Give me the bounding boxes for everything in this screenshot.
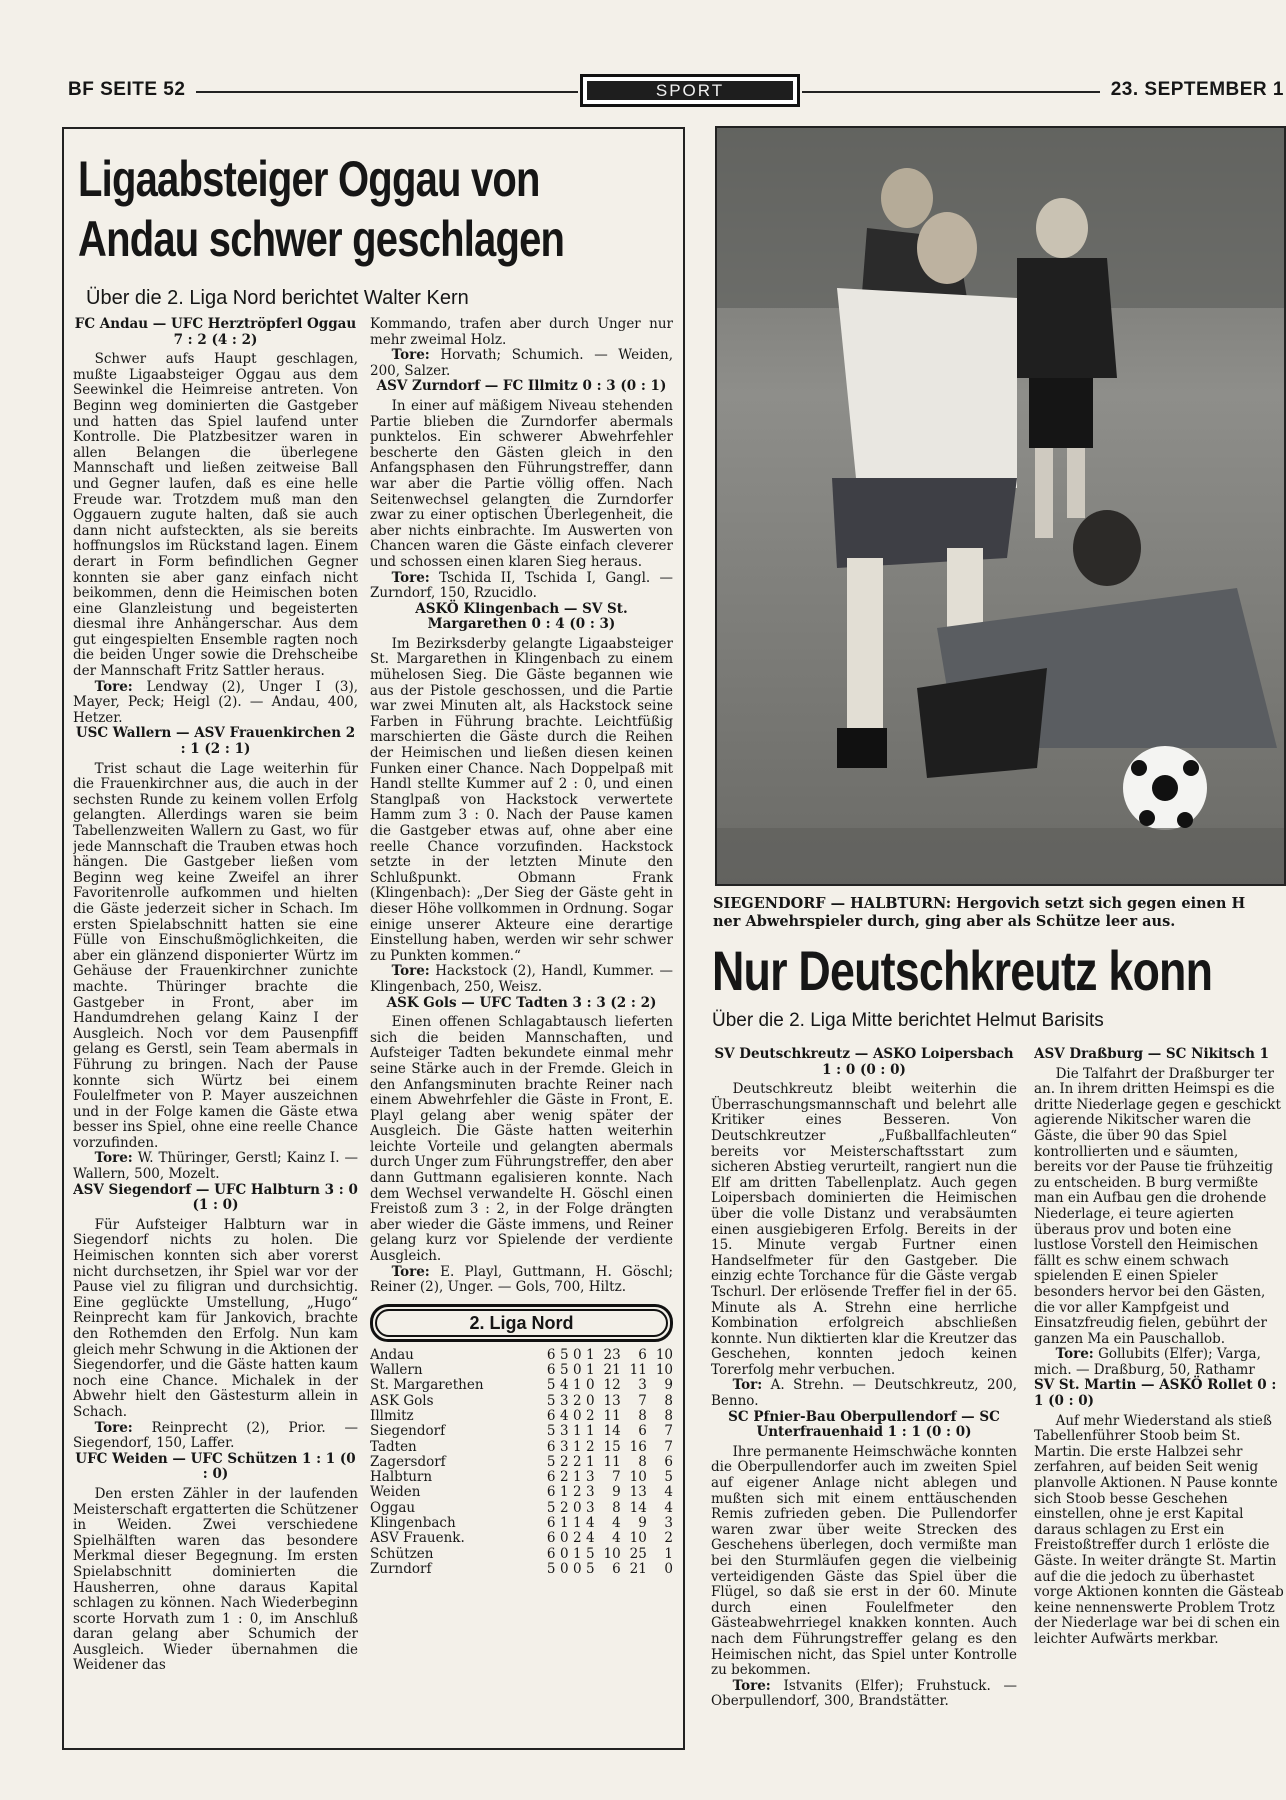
scorers-line xyxy=(73,680,358,727)
table-value-cell: 1 xyxy=(559,1515,569,1532)
scorers-line xyxy=(370,1265,673,1296)
table-value-cell: 14 xyxy=(629,1499,647,1516)
table-value-cell: 4 xyxy=(586,1515,595,1532)
table-value-cell: 2 xyxy=(573,1530,582,1547)
table-team-cell: Tadten xyxy=(370,1438,417,1455)
table-row xyxy=(370,1363,673,1378)
table-value-cell: 1 xyxy=(586,1362,595,1379)
table-value-cell: 0 xyxy=(586,1392,595,1409)
table-team-cell: Siegendorf xyxy=(370,1423,446,1440)
table-value-cell: 5 xyxy=(546,1377,556,1394)
table-value-cell: 0 xyxy=(559,1530,569,1547)
table-value-cell: 9 xyxy=(664,1377,673,1394)
table-value-cell: 8 xyxy=(664,1408,673,1424)
table-value-cell: 2 xyxy=(586,1408,595,1424)
table-value-cell: 6 xyxy=(546,1545,556,1562)
table-team-cell: St. Margarethen xyxy=(370,1377,484,1394)
table-value-cell: 1 xyxy=(573,1423,582,1440)
table-value-cell: 15 xyxy=(603,1438,621,1455)
table-value-cell: 6 xyxy=(546,1530,556,1547)
scorers-text: Gollubits (Elfer); Varga, mich. — Draßburg, 50, Rathamr xyxy=(1034,1346,1261,1378)
league-table-header xyxy=(370,1304,673,1342)
table-team-cell: Weiden xyxy=(370,1484,421,1501)
match-text: Auf mehr Wiederstand als stieß Tabellenführer Stoob beim St. Martin. Die erste Halbzei sehr zerfahren, auf beiden Seit wenig planvolle Aktionen. N Pause konnte sich Stoob besse Geschehen einstellen, ohne je erst Kapital daraus schlagen zu Erst ein Freistoßtreffer durch 1 erlöste die Gäste. In weiter drängte St. Martin auf die die jedoch zu überhastet vorge Aktionen konnten die Gästeab keine nennenswerte Problem Trotz der Niederlage war bei di schen ein leichter Aufwärts merkbar. xyxy=(1034,1412,1284,1647)
match-text: Ihre permanente Heimschwäche konnten die Oberpullendorfer auch im zweiten Spiel auf eigener Anlage nicht ablegen und mußten sich mit einem enttäuschenden Remis zufrieden geben. Die Pullendorfer waren zwar über weite Strecken des Geschehens überlegen, doch vermißte man bei den Sturmläufen gegen die vielbeinig verteidigenden Gäste das Spiel über die Flügel, so daß sie erst in der 60. Minute durch einen Foulelfmeter den Gästeabwehrriegel knakken konnten. Auch nach dem Führungstreffer gelang es den Heimischen nicht, das Spiel unter Kontrolle zu bekommen. xyxy=(711,1443,1017,1679)
match-text: Im Bezirksderby gelangte Ligaabsteiger St. Margarethen in Klingenbach zu einem mühelosen Sieg. Die Gäste begannen wie aus der Pistole geschossen, und die Partie war zwei Minuten alt, als Hackstock seine Farben in Führung brachte. Leichtfüßig marschierten die Gäste durch die Reihen der Heimischen und ließen diesen keinen Funken einer Chance. Nach Doppelpaß mit Handl stellte Kummer auf 2 : 0, und einen Stanglpaß von Hackstock verwertete Hamm zum 3 : 0. Nach der Pause kamen die Gastgeber etwas auf, ohne aber eine reelle Chance vorzufinden. Hackstock setzte in der letzten Minute den Schlußpunkt. Obmann Frank (Klingenbach): „Der Sieg der Gäste geht in dieser Höhe vollkommen in Ordnung. Sogar einige unserer Akteure eine derartige Einstellung haben, werden wir sehr schwer zu Punkten kommen.“ xyxy=(370,635,673,964)
table-value-cell: 1 xyxy=(559,1484,569,1501)
table-value-cell: 10 xyxy=(655,1362,673,1379)
scorers-label: Tore: xyxy=(94,1150,133,1167)
table-value-cell: 1 xyxy=(573,1377,582,1394)
scorers-text: A. Strehn. — Deutschkreutz, 200, Benno. xyxy=(711,1377,1017,1410)
table-value-cell: 13 xyxy=(603,1392,621,1409)
article-headline xyxy=(78,149,565,269)
match-text: Den ersten Zähler in der laufenden Meisterschaft ergatterten die Schützener in Weiden. Zwei verschiedene Spielhälften waren das besondere Merkmal dieser Begegnung. Im ersten Spielabschnitt dominierten die Hausherren, ohne daraus Kapital schlagen zu können. Nach Wiederbeginn scorte Horvath zum 1 : 0, im Anschluß daran gelang aber Schumich der Ausgleich. Wieder übernahmen die Weidener das xyxy=(73,1485,358,1674)
match-text: Deutschkreutz bleibt weiterhin die Überraschungsmannschaft und belehrt alle Kritiker eines Besseren. Von Deutschkreutzer „Fußballfachleuten“ bereits vor Meisterschaftsstart zum sicheren Abstieg verurteilt, rangiert nun die Elf am dritten Tabellenplatz. Auch gegen Loipersbach dominierten die Heimischen über die volle Distanz und verabsäumten einen ausgiebigeren Erfolg. Bereits in der 15. Minute vergab Furtner einen Handselfmeter für den Gastgeber. Die einzig echte Torchance für die Gäste vergab Tschurl. Der erlösende Treffer fiel in der 65. Minute als A. Strehn eine herrliche Kombination erfolgreich abschließen konnte. Nun diktierten klar die Kreutzer das Geschehen, konnten jedoch keinen Torerfolg mehr verbuchen. xyxy=(711,1081,1017,1378)
page-label: BF SEITE 52 xyxy=(68,79,186,100)
match-text: Kommando, trafen aber durch Unger nur mehr zweimal Holz. xyxy=(370,317,673,348)
table-value-cell: 5 xyxy=(546,1560,556,1577)
table-value-cell: 0 xyxy=(559,1560,569,1577)
match-report xyxy=(370,379,673,601)
scorers-label: Tore: xyxy=(94,678,133,695)
table-value-cell: 6 xyxy=(546,1438,556,1455)
table-team-cell: ASK Gols xyxy=(370,1392,434,1409)
table-value-cell: 10 xyxy=(629,1530,647,1547)
table-value-cell: 23 xyxy=(603,1346,621,1363)
scorers-label: Tore: xyxy=(391,347,430,364)
table-value-cell: 4 xyxy=(664,1499,673,1516)
match-heading: ASV Draßburg — SC Nikitsch 1 xyxy=(1034,1047,1270,1062)
match-heading: SV St. Martin — ASKÖ Rollet 0 : 1 (0 : 0) xyxy=(1034,1377,1277,1410)
table-value-cell: 8 xyxy=(664,1392,673,1409)
photo-caption-line-1: SIEGENDORF — HALBTURN: Hergovich setzt sich gegen einen H xyxy=(713,895,1246,912)
table-value-cell: 1 xyxy=(573,1545,582,1562)
scorers-line xyxy=(370,348,673,379)
scorers-text: Tschida II, Tschida I, Gangl. — Zurndorf, 150, Rzucidlo. xyxy=(370,569,673,602)
table-value-cell: 10 xyxy=(629,1469,647,1486)
table-value-cell: 6 xyxy=(546,1346,556,1363)
scorers-line xyxy=(711,1378,1017,1409)
match-text: Trist schaut die Lage weiterhin für die Frauenkirchner aus, die auch in der sechsten Runde zu keinem vollen Erfolg gelangten. Allerdings waren sie beim Tabellenzweiten Wallern zu Gast, wo für jede Mannschaft die Trauben etwas hoch hängen. Die Gastgeber ließen vom Beginn weg keine Zweifel an ihrer Favoritenrolle aufkommen und hielten die Gäste jederzeit sicher in Schach. Im ersten Spielabschnitt hatten sie eine Fülle von Einschußmöglichkeiten, die aber ein glänzend disponierter Würtz im Gehäuse der Frauenkirchner zunichte machte. Thüringer brachte die Gastgeber in Front, aber im Handumdrehen gelang Kainz I der Ausgleich. Noch vor dem Pausenpfiff gelang es Gerstl, sein Team abermals in Führung zu bringen. Nach der Pause konnte sich Würtz bei einem Foulelfmeter von P. Mayer auszeichnen und in der Folge kamen die Gäste etwa besser ins Spiel, ohne eine reelle Chance vorzufinden. xyxy=(73,760,358,1151)
table-row xyxy=(370,1424,673,1439)
match-report xyxy=(73,1183,358,1452)
scorers-line xyxy=(73,1421,358,1452)
table-value-cell: 0 xyxy=(573,1560,582,1577)
table-team-cell: Zagersdorf xyxy=(370,1453,446,1470)
match-text: Für Aufsteiger Halbturn war in Siegendorf nichts zu holen. Die Heimischen konnten sich aber vorerst nicht durchsetzen, ihr Spiel war vor der Pause viel zu filigran und durchsichtig. Eine geglückte Umstellung, „Hugo“ Reinprecht kam für Jankovich, brachte den Rothemden den Erfolg. Nun kam gleich mehr Schwung in die Aktionen der Siegendorfer, und die Gäste hatten kaum noch eine Chance. Michalek in der Abwehr hielt den Gästesturm allein in Schach. xyxy=(73,1216,358,1420)
table-value-cell: 2 xyxy=(573,1453,582,1470)
table-row xyxy=(370,1409,673,1424)
scorers-text: Hackstock (2), Handl, Kummer. — Klingenbach, 250, Weisz. xyxy=(370,963,673,995)
header-rule-right xyxy=(802,91,1100,93)
article-headline-mitte: Nur Deutschkreutz konn xyxy=(712,939,1213,1002)
photo-caption-line-2: ner Abwehrspieler durch, ging aber als Schütze leer aus. xyxy=(713,913,1176,930)
headline-line-1: Ligaabsteiger Oggau von xyxy=(78,151,540,207)
table-team-cell: Klingenbach xyxy=(370,1515,456,1532)
table-value-cell: 6 xyxy=(612,1560,621,1577)
article-mitte-column-2 xyxy=(1034,1047,1286,1750)
table-value-cell: 5 xyxy=(546,1453,556,1470)
scorers-text: Istvanits (Elfer); Fruhstuck. — Oberpullendorf, 300, Brandstätter. xyxy=(711,1677,1017,1710)
match-heading: ASKÖ Klingenbach — SV St. Margarethen 0 : 4 (0 : 3) xyxy=(415,600,628,633)
table-value-cell: 2 xyxy=(664,1530,673,1547)
scorers-line xyxy=(370,964,673,995)
scorers-line xyxy=(73,1151,358,1182)
table-team-cell: Wallern xyxy=(370,1362,423,1379)
scorers-line xyxy=(370,571,673,602)
table-value-cell: 0 xyxy=(586,1377,595,1394)
table-value-cell: 8 xyxy=(638,1408,647,1424)
scorers-label: Tore: xyxy=(391,963,430,980)
league-table-title: 2. Liga Nord xyxy=(375,1309,668,1337)
match-text: In einer auf mäßigem Niveau stehenden Partie blieben die Zurndorfer abermals punktelos. Ein schwerer Abwehrfehler bescherte den Gästen gleich in den Anfangsphasen den Führungstreffer, dann war aber die Partie völlig offen. Nach Seitenwechsel gelangten die Zurndorfer zwar zu einer optischen Überlegenheit, die aber nichts einbrachte. Im Auswerten von Chancen waren die Gäste einfach cleverer und schossen einen klaren Sieg heraus. xyxy=(370,397,673,570)
table-row xyxy=(370,1470,673,1485)
table-row xyxy=(370,1455,673,1470)
match-report xyxy=(73,726,358,1182)
table-row xyxy=(370,1516,673,1531)
table-row xyxy=(370,1485,673,1500)
table-team-cell: Zurndorf xyxy=(370,1560,432,1577)
match-heading: UFC Weiden — UFC Schützen 1 : 1 (0 : 0) xyxy=(75,1450,356,1483)
table-row xyxy=(370,1378,673,1393)
table-value-cell: 2 xyxy=(559,1469,569,1486)
article-column-1 xyxy=(73,317,358,1747)
table-team-cell: Halbturn xyxy=(370,1469,433,1486)
match-photo-image xyxy=(717,128,1286,886)
table-value-cell: 13 xyxy=(629,1484,647,1501)
table-value-cell: 6 xyxy=(664,1453,673,1470)
table-value-cell: 9 xyxy=(638,1515,647,1532)
table-value-cell: 4 xyxy=(559,1408,569,1424)
table-value-cell: 0 xyxy=(664,1560,673,1577)
table-value-cell: 3 xyxy=(664,1515,673,1532)
table-value-cell: 10 xyxy=(603,1545,621,1562)
table-row xyxy=(370,1440,673,1455)
section-label: SPORT xyxy=(587,81,793,100)
table-value-cell: 5 xyxy=(664,1469,673,1486)
scorers-text: W. Thüringer, Gerstl; Kainz I. — Wallern, 500, Mozelt. xyxy=(73,1150,358,1183)
table-value-cell: 5 xyxy=(546,1423,556,1440)
table-value-cell: 2 xyxy=(573,1392,582,1409)
table-value-cell: 11 xyxy=(629,1362,647,1379)
table-value-cell: 4 xyxy=(612,1515,621,1532)
photo-caption xyxy=(713,895,1286,931)
table-team-cell: Andau xyxy=(370,1346,414,1363)
table-value-cell: 5 xyxy=(586,1545,595,1562)
scorers-label: Tore: xyxy=(1055,1346,1094,1363)
table-value-cell: 0 xyxy=(573,1362,582,1379)
scorers-text: Lendway (2), Unger I (3), Mayer, Peck; Heigl (2). — Andau, 400, Hetzer. xyxy=(73,678,358,726)
table-row xyxy=(370,1348,673,1363)
match-report xyxy=(73,1452,358,1674)
match-heading: ASV Zurndorf — FC Illmitz 0 : 3 (0 : 1) xyxy=(376,378,667,395)
table-value-cell: 4 xyxy=(612,1530,621,1547)
article-mitte-column-1 xyxy=(711,1047,1017,1750)
scorers-line xyxy=(711,1679,1017,1710)
match-photo xyxy=(715,126,1286,886)
table-value-cell: 1 xyxy=(586,1346,595,1363)
table-row xyxy=(370,1562,673,1577)
table-value-cell: 0 xyxy=(559,1545,569,1562)
table-value-cell: 25 xyxy=(629,1545,647,1562)
table-team-cell: ASV Frauenk. xyxy=(370,1530,465,1547)
table-value-cell: 8 xyxy=(612,1499,621,1516)
table-value-cell: 3 xyxy=(586,1499,595,1516)
match-heading: ASV Siegendorf — UFC Halbturn 3 : 0 (1 : 0) xyxy=(73,1181,358,1214)
match-heading: SV Deutschkreutz — ASKÖ Loipersbach 1 : 0 (0 : 0) xyxy=(714,1047,1014,1078)
match-report xyxy=(370,996,673,1296)
match-report xyxy=(711,1047,1017,1410)
table-value-cell: 6 xyxy=(546,1515,556,1532)
table-value-cell: 6 xyxy=(546,1362,556,1379)
issue-date: 23. SEPTEMBER 1 xyxy=(1110,79,1284,100)
table-value-cell: 3 xyxy=(586,1469,595,1486)
table-row xyxy=(370,1394,673,1409)
table-value-cell: 1 xyxy=(664,1545,673,1562)
table-value-cell: 6 xyxy=(546,1408,556,1424)
table-value-cell: 5 xyxy=(559,1346,569,1363)
table-value-cell: 1 xyxy=(586,1453,595,1470)
scorers-label: Tore: xyxy=(391,1263,430,1280)
table-value-cell: 11 xyxy=(603,1453,621,1470)
table-value-cell: 1 xyxy=(573,1469,582,1486)
match-heading: SC Pfnier-Bau Oberpullendorf — SC Unterfrauenhaid 1 : 1 (0 : 0) xyxy=(728,1408,1000,1441)
table-value-cell: 0 xyxy=(573,1346,582,1363)
table-value-cell: 2 xyxy=(573,1484,582,1501)
table-value-cell: 7 xyxy=(664,1438,673,1455)
scorers-label: Tor: xyxy=(732,1377,763,1394)
match-text: Die Talfahrt der Draßburger ter an. In ihrem dritten Heimspi es die dritte Niederlage gegen e geschickt agierende Nikitscher waren die Gäste, die über 90 das Spiel kontrollierten und e säumten, bereits vor der Pause tie frühzeitig zu entscheiden. B burg vermißte man ein Aufbau gen die drohende Niederlage, ei teure agierten überaus prov und boten eine lustlose Vorstell den Heimischen fällt es schw einem schwach spielenden E einen Spieler besonders hervor bei den Gästen, die vor aller Kampfgeist und Einsatzfreudig fielen, gebührt der ganzen Ma ein Pauschallob. xyxy=(1034,1065,1281,1347)
table-value-cell: 1 xyxy=(586,1423,595,1440)
table-row xyxy=(370,1547,673,1562)
headline-line-2: Andau schwer geschlagen xyxy=(78,211,565,267)
table-value-cell: 10 xyxy=(655,1346,673,1363)
table-value-cell: 21 xyxy=(603,1362,621,1379)
match-text: Schwer aufs Haupt geschlagen, mußte Ligaabsteiger Oggau aus dem Seewinkel die Heimreise antreten. Von Beginn weg dominierten die Gastgeber und hatten das Spiel laufend unter Kontrolle. Die Platzbesitzer waren in allen Belangen die überlegene Mannschaft und ließen zeitweise Ball und Gegner laufen, daß es eine helle Freude war. Trotzdem muß man den Oggauern zugute halten, daß sie auch dann nicht aufsteckten, als sie bereits hoffnungslos im Rückstand lagen. Einem derart in Form befindlichen Gegner konnten sie aber ganz einfach nicht beikommen, denn die Heimischen boten eine Glanzleistung und begeisterten diesmal ihre Anhängerschar. Aus dem gut eingespielten Ensemble ragten noch die beiden Unger sowie die Drehscheibe der Mannschaft Fritz Sattler heraus. xyxy=(73,351,358,680)
table-value-cell: 4 xyxy=(664,1484,673,1501)
table-row xyxy=(370,1501,673,1516)
table-value-cell: 9 xyxy=(612,1484,621,1501)
article-byline: Über die 2. Liga Nord berichtet Walter Kern xyxy=(86,287,469,309)
scorers-text: Reinprecht (2), Prior. — Siegendorf, 150, Laffer. xyxy=(73,1419,358,1452)
header-rule-left xyxy=(196,91,578,93)
article-byline-mitte: Über die 2. Liga Mitte berichtet Helmut Barisits xyxy=(712,1010,1104,1031)
match-report xyxy=(1034,1378,1286,1647)
table-value-cell: 7 xyxy=(638,1392,647,1409)
league-table xyxy=(370,1348,673,1577)
table-value-cell: 6 xyxy=(638,1423,647,1440)
table-value-cell: 14 xyxy=(603,1423,621,1440)
match-report xyxy=(1034,1047,1286,1378)
table-value-cell: 5 xyxy=(546,1392,556,1409)
table-value-cell: 2 xyxy=(559,1453,569,1470)
match-heading: FC Andau — UFC Herztröpferl Oggau 7 : 2 (4 : 2) xyxy=(74,317,357,348)
table-value-cell: 1 xyxy=(573,1515,582,1532)
table-team-cell: Oggau xyxy=(370,1499,416,1516)
scorers-text: Horvath; Schumich. — Weiden, 200, Salzer. xyxy=(370,347,673,379)
match-text: Einen offenen Schlagabtausch lieferten sich die beiden Mannschaften, und Aufsteiger Tadten bekundete einmal mehr seine Stärke auch in der Fremde. Gleich in den Anfangsminuten brachte Reiner nach einem Abwehrfehler die Gäste in Front, E. Playl gelang aber wenig später der Ausgleich. Die Gäste hatten weiterhin leichte Vorteile und gelangten abermals durch Unger zum Führungstreffer, den aber dann Guttmann egalisieren konnte. Nach dem Wechsel verwandelte H. Göschl einen Freistoß zum 3 : 2, in der Folge drängten aber wieder die Gäste immens, und Reiner gelang kurz vor Spielende der verdiente Ausgleich. xyxy=(370,1014,673,1265)
table-value-cell: 6 xyxy=(546,1484,556,1501)
table-value-cell: 3 xyxy=(586,1484,595,1501)
table-value-cell: 3 xyxy=(559,1423,569,1440)
match-report xyxy=(73,317,358,726)
table-value-cell: 8 xyxy=(638,1453,647,1470)
table-value-cell: 3 xyxy=(559,1392,569,1409)
table-value-cell: 2 xyxy=(559,1499,569,1516)
table-value-cell: 5 xyxy=(546,1499,556,1516)
table-value-cell: 6 xyxy=(638,1346,647,1363)
match-report xyxy=(370,602,673,996)
table-row xyxy=(370,1531,673,1546)
section-label-box xyxy=(580,74,800,107)
table-team-cell: Schützen xyxy=(370,1545,434,1562)
table-value-cell: 6 xyxy=(546,1469,556,1486)
table-value-cell: 7 xyxy=(664,1423,673,1440)
table-team-cell: Illmitz xyxy=(370,1408,414,1424)
match-report xyxy=(370,317,673,379)
scorers-label: Tore: xyxy=(732,1677,771,1694)
table-value-cell: 7 xyxy=(612,1469,621,1486)
match-report xyxy=(711,1410,1017,1710)
table-value-cell: 4 xyxy=(559,1377,569,1394)
table-value-cell: 11 xyxy=(603,1408,621,1424)
article-liga-nord xyxy=(62,127,685,1750)
table-value-cell: 16 xyxy=(629,1438,647,1455)
table-value-cell: 3 xyxy=(559,1438,569,1455)
table-value-cell: 12 xyxy=(603,1377,621,1394)
scorers-label: Tore: xyxy=(391,569,430,586)
match-heading: ASK Gols — UFC Tadten 3 : 3 (2 : 2) xyxy=(386,994,657,1011)
scorers-text: E. Playl, Guttmann, H. Göschl; Reiner (2), Unger. — Gols, 700, Hiltz. xyxy=(370,1263,673,1296)
table-value-cell: 2 xyxy=(586,1438,595,1455)
scorers-label: Tore: xyxy=(94,1419,133,1436)
match-heading: USC Wallern — ASV Frauenkirchen 2 : 1 (2 : 1) xyxy=(75,725,356,758)
table-value-cell: 4 xyxy=(586,1530,595,1547)
table-value-cell: 21 xyxy=(629,1560,647,1577)
table-value-cell: 0 xyxy=(573,1408,582,1424)
table-value-cell: 3 xyxy=(638,1377,647,1394)
article-column-2 xyxy=(370,317,673,1747)
scorers-line xyxy=(1034,1347,1286,1378)
table-value-cell: 5 xyxy=(586,1560,595,1577)
table-value-cell: 1 xyxy=(573,1438,582,1455)
table-value-cell: 5 xyxy=(559,1362,569,1379)
table-value-cell: 0 xyxy=(573,1499,582,1516)
